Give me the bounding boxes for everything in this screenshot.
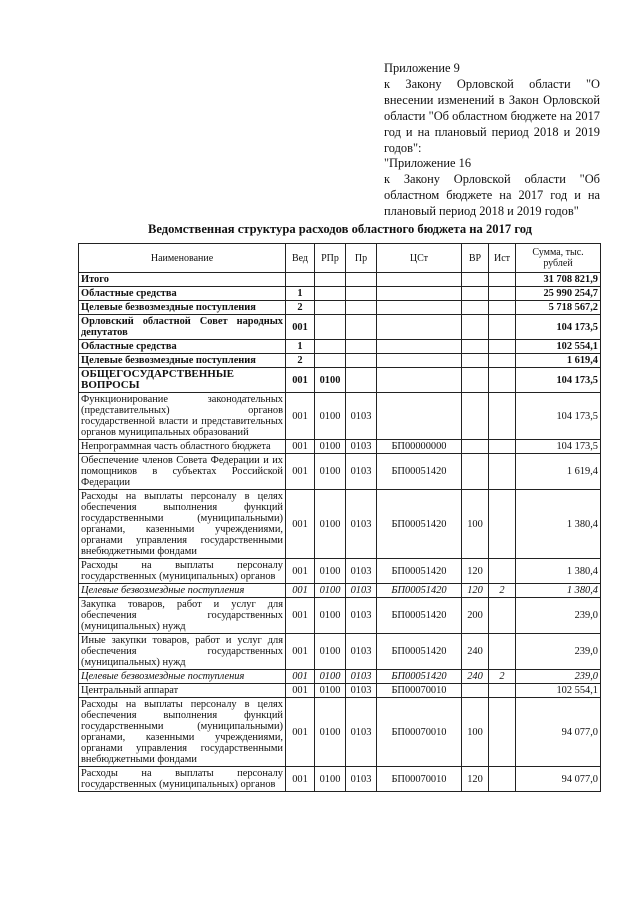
cell-cst: БП00051420: [377, 454, 462, 490]
cell-pr: [346, 315, 377, 340]
cell-sum: 1 380,4: [516, 490, 601, 559]
cell-name: Орловский областной Совет народных депутатов: [79, 315, 286, 340]
cell-pr: 0103: [346, 684, 377, 698]
cell-name: Расходы на выплаты персоналу государственных (муниципальных) органов: [79, 559, 286, 584]
cell-ist: [489, 301, 516, 315]
budget-table: [78, 243, 601, 792]
cell-ist: [489, 440, 516, 454]
cell-ved: 001: [286, 670, 315, 684]
cell-vr: 100: [462, 490, 489, 559]
cell-ved: [286, 273, 315, 287]
cell-rpr: 0100: [315, 454, 346, 490]
cell-ist: [489, 273, 516, 287]
cell-rpr: 0100: [315, 767, 346, 792]
cell-ist: [489, 454, 516, 490]
cell-name: Итого: [79, 273, 286, 287]
cell-pr: 0103: [346, 698, 377, 767]
cell-name: Областные средства: [79, 287, 286, 301]
cell-pr: 0103: [346, 559, 377, 584]
cell-sum: 104 173,5: [516, 440, 601, 454]
cell-pr: 0103: [346, 767, 377, 792]
cell-pr: [346, 340, 377, 354]
cell-cst: БП00051420: [377, 598, 462, 634]
cell-ist: [489, 684, 516, 698]
cell-sum: 1 619,4: [516, 354, 601, 368]
cell-ved: 001: [286, 634, 315, 670]
cell-ist: 2: [489, 670, 516, 684]
cell-rpr: [315, 340, 346, 354]
header-sum: Сумма, тыс. рублей: [516, 244, 601, 273]
cell-sum: 102 554,1: [516, 684, 601, 698]
cell-sum: 94 077,0: [516, 698, 601, 767]
table-row: [79, 340, 601, 354]
cell-rpr: 0100: [315, 368, 346, 393]
cell-ist: [489, 340, 516, 354]
cell-ist: [489, 559, 516, 584]
cell-ist: [489, 315, 516, 340]
cell-vr: [462, 368, 489, 393]
table-row: [79, 287, 601, 301]
appendix-9-block: [384, 60, 600, 156]
cell-name: Непрограммная часть областного бюджета: [79, 440, 286, 454]
table-row: [79, 273, 601, 287]
cell-pr: 0103: [346, 490, 377, 559]
cell-pr: 0103: [346, 454, 377, 490]
cell-cst: БП00051420: [377, 670, 462, 684]
cell-rpr: 0100: [315, 559, 346, 584]
cell-vr: [462, 354, 489, 368]
cell-vr: 100: [462, 698, 489, 767]
cell-ist: 2: [489, 584, 516, 598]
cell-ist: [489, 490, 516, 559]
cell-pr: [346, 273, 377, 287]
cell-rpr: 0100: [315, 598, 346, 634]
cell-rpr: 0100: [315, 440, 346, 454]
cell-ved: 001: [286, 698, 315, 767]
cell-sum: 104 173,5: [516, 393, 601, 440]
header-pr: Пр: [346, 244, 377, 273]
cell-sum: 239,0: [516, 634, 601, 670]
cell-rpr: 0100: [315, 684, 346, 698]
table-row: [79, 440, 601, 454]
cell-name: Целевые безвозмездные поступления: [79, 670, 286, 684]
cell-vr: 120: [462, 559, 489, 584]
table-row: [79, 670, 601, 684]
header-name: Наименование: [79, 244, 286, 273]
cell-rpr: [315, 287, 346, 301]
cell-ist: [489, 368, 516, 393]
cell-rpr: [315, 354, 346, 368]
table-row: [79, 559, 601, 584]
cell-vr: [462, 340, 489, 354]
cell-rpr: 0100: [315, 698, 346, 767]
cell-cst: БП00051420: [377, 490, 462, 559]
cell-ist: [489, 698, 516, 767]
cell-name: Областные средства: [79, 340, 286, 354]
cell-ved: 001: [286, 684, 315, 698]
table-row: [79, 368, 601, 393]
table-row: [79, 454, 601, 490]
cell-sum: 1 380,4: [516, 559, 601, 584]
cell-ved: 001: [286, 584, 315, 598]
table-row: [79, 490, 601, 559]
cell-pr: [346, 287, 377, 301]
table-row: [79, 315, 601, 340]
cell-ved: 1: [286, 287, 315, 301]
header-vr: ВР: [462, 244, 489, 273]
cell-rpr: [315, 301, 346, 315]
cell-ist: [489, 634, 516, 670]
header-ved: Вед: [286, 244, 315, 273]
cell-rpr: 0100: [315, 634, 346, 670]
cell-vr: 120: [462, 767, 489, 792]
cell-vr: 120: [462, 584, 489, 598]
cell-cst: БП00070010: [377, 684, 462, 698]
cell-sum: 104 173,5: [516, 315, 601, 340]
table-row: [79, 598, 601, 634]
table-row: [79, 698, 601, 767]
cell-name: Обеспечение членов Совета Федерации и их помощников в субъектах Российской Федерации: [79, 454, 286, 490]
cell-name: Центральный аппарат: [79, 684, 286, 698]
cell-sum: 25 990 254,7: [516, 287, 601, 301]
cell-vr: [462, 393, 489, 440]
cell-ved: 001: [286, 315, 315, 340]
cell-rpr: [315, 315, 346, 340]
cell-pr: 0103: [346, 670, 377, 684]
cell-sum: 239,0: [516, 598, 601, 634]
cell-vr: 200: [462, 598, 489, 634]
cell-vr: [462, 684, 489, 698]
cell-ved: 001: [286, 598, 315, 634]
cell-rpr: 0100: [315, 393, 346, 440]
cell-cst: [377, 368, 462, 393]
cell-ved: 001: [286, 368, 315, 393]
cell-cst: [377, 273, 462, 287]
cell-sum: 31 708 821,9: [516, 273, 601, 287]
cell-name: Целевые безвозмездные поступления: [79, 301, 286, 315]
cell-ved: 001: [286, 767, 315, 792]
cell-sum: 1 380,4: [516, 584, 601, 598]
cell-sum: 94 077,0: [516, 767, 601, 792]
cell-ved: 001: [286, 559, 315, 584]
header-rpr: РПр: [315, 244, 346, 273]
cell-vr: [462, 454, 489, 490]
cell-pr: 0103: [346, 598, 377, 634]
cell-cst: БП00051420: [377, 559, 462, 584]
cell-cst: [377, 354, 462, 368]
cell-pr: 0103: [346, 634, 377, 670]
cell-sum: 5 718 567,2: [516, 301, 601, 315]
table-header-row: [79, 244, 601, 273]
cell-name: Расходы на выплаты персоналу в целях обеспечения выполнения функций государственными (муниципальными) органами, казенными учреждениями, органами управления государственными внебюджетными фондами: [79, 698, 286, 767]
appendix-16-text: к Закону Орловской области "Об областном бюджете на 2017 год и на плановый период 2018 и 2019 годов": [384, 172, 600, 218]
cell-ved: 1: [286, 340, 315, 354]
cell-cst: [377, 393, 462, 440]
cell-pr: [346, 368, 377, 393]
cell-sum: 104 173,5: [516, 368, 601, 393]
cell-rpr: 0100: [315, 670, 346, 684]
cell-cst: [377, 301, 462, 315]
cell-ved: 001: [286, 393, 315, 440]
cell-cst: [377, 287, 462, 301]
cell-vr: [462, 273, 489, 287]
cell-vr: 240: [462, 634, 489, 670]
table-row: [79, 393, 601, 440]
cell-ist: [489, 393, 516, 440]
cell-sum: 239,0: [516, 670, 601, 684]
appendix-9-heading: Приложение 9: [384, 61, 460, 75]
cell-ist: [489, 598, 516, 634]
table-row: [79, 684, 601, 698]
cell-name: Закупка товаров, работ и услуг для обеспечения государственных (муниципальных) нужд: [79, 598, 286, 634]
cell-cst: БП00051420: [377, 584, 462, 598]
table-body: [79, 273, 601, 792]
table-row: [79, 634, 601, 670]
cell-ved: 001: [286, 440, 315, 454]
appendix-9-text: к Закону Орловской области "О внесении изменений в Закон Орловской области "Об областном бюджете на 2017 год и на плановый период 2018 и 2019 годов":: [384, 77, 600, 155]
cell-name: Расходы на выплаты персоналу в целях обеспечения выполнения функций государственными (муниципальными) органами, казенными учреждениями, органами управления государственными внебюджетными фондами: [79, 490, 286, 559]
cell-ist: [489, 767, 516, 792]
cell-name: ОБЩЕГОСУДАРСТВЕННЫЕ ВОПРОСЫ: [79, 368, 286, 393]
cell-sum: 102 554,1: [516, 340, 601, 354]
header-cst: ЦСт: [377, 244, 462, 273]
table-row: [79, 584, 601, 598]
document-title: Ведомственная структура расходов областного бюджета на 2017 год: [147, 222, 533, 236]
cell-vr: [462, 440, 489, 454]
appendix-16-block: [384, 155, 600, 219]
cell-vr: [462, 287, 489, 301]
cell-name: Расходы на выплаты персоналу государственных (муниципальных) органов: [79, 767, 286, 792]
cell-rpr: [315, 273, 346, 287]
cell-ved: 001: [286, 490, 315, 559]
cell-rpr: 0100: [315, 490, 346, 559]
appendix-16-heading: "Приложение 16: [384, 156, 472, 170]
cell-vr: 240: [462, 670, 489, 684]
cell-rpr: 0100: [315, 584, 346, 598]
cell-pr: 0103: [346, 584, 377, 598]
cell-name: Целевые безвозмездные поступления: [79, 354, 286, 368]
cell-sum: 1 619,4: [516, 454, 601, 490]
table-row: [79, 301, 601, 315]
table-row: [79, 354, 601, 368]
header-ist: Ист: [489, 244, 516, 273]
cell-ist: [489, 287, 516, 301]
cell-ist: [489, 354, 516, 368]
cell-cst: БП00000000: [377, 440, 462, 454]
cell-ved: 2: [286, 301, 315, 315]
cell-ved: 001: [286, 454, 315, 490]
cell-pr: 0103: [346, 393, 377, 440]
cell-ved: 2: [286, 354, 315, 368]
table-row: [79, 767, 601, 792]
cell-pr: [346, 354, 377, 368]
cell-cst: БП00070010: [377, 698, 462, 767]
cell-cst: БП00070010: [377, 767, 462, 792]
cell-cst: [377, 340, 462, 354]
cell-name: Иные закупки товаров, работ и услуг для обеспечения государственных (муниципальных) нужд: [79, 634, 286, 670]
cell-vr: [462, 315, 489, 340]
cell-pr: [346, 301, 377, 315]
cell-name: Целевые безвозмездные поступления: [79, 584, 286, 598]
cell-cst: [377, 315, 462, 340]
cell-name: Функционирование законодательных (представительных) органов государственной власти и представительных органов муниципальных образований: [79, 393, 286, 440]
cell-pr: 0103: [346, 440, 377, 454]
cell-cst: БП00051420: [377, 634, 462, 670]
cell-vr: [462, 301, 489, 315]
